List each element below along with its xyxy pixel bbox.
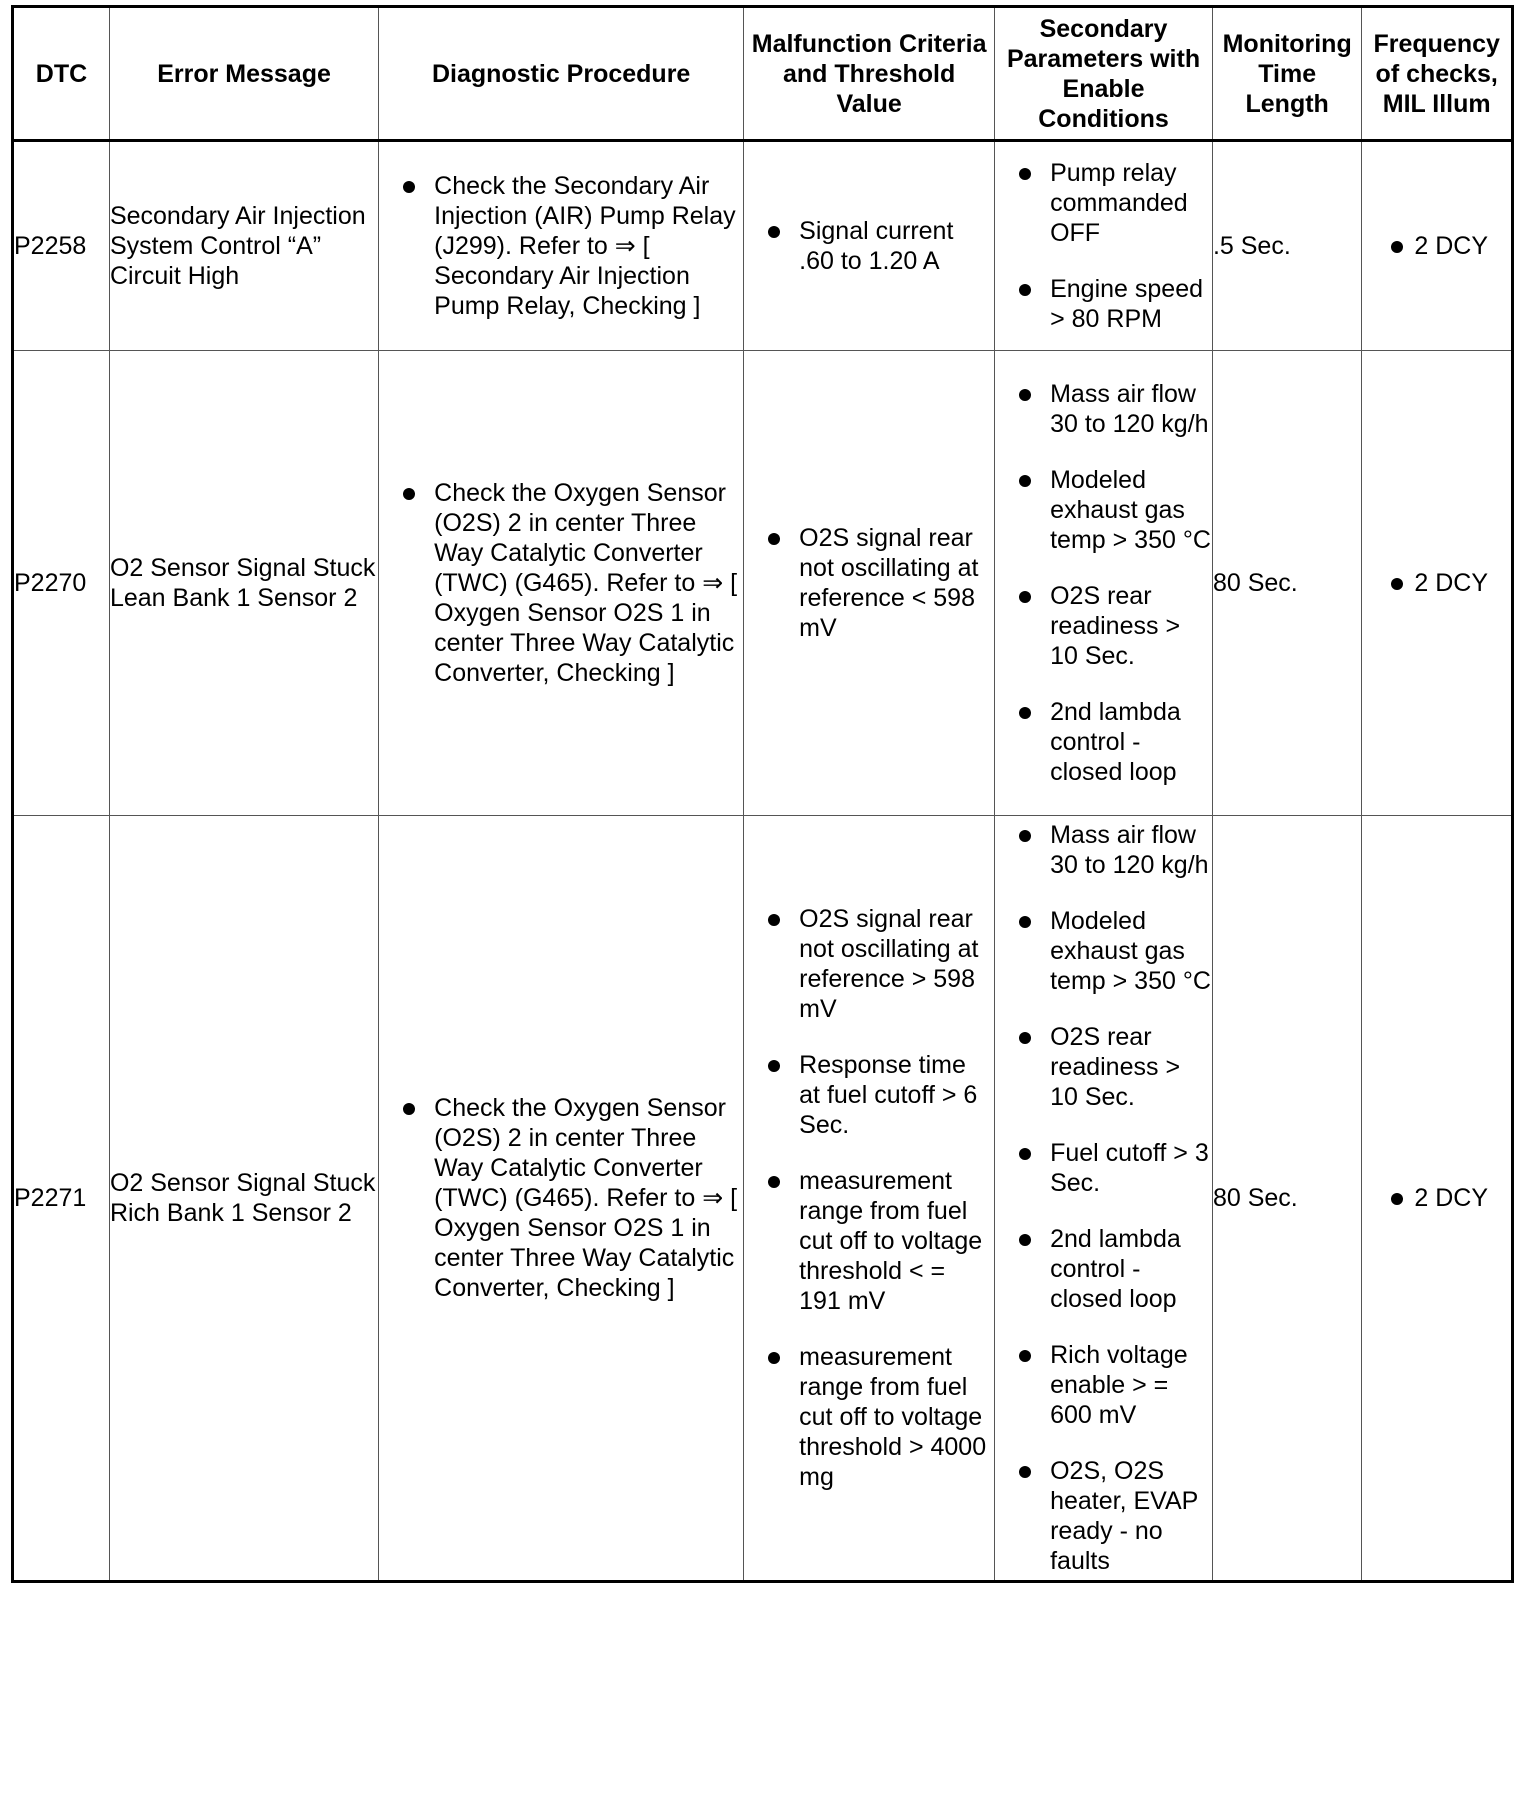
table-body — [13, 141, 1513, 1582]
diagnostic-procedure-cell — [379, 141, 744, 351]
bullet-icon — [768, 914, 780, 926]
monitoring-time-cell — [1212, 141, 1361, 351]
list-item — [744, 1050, 994, 1140]
dtc-code-cell — [13, 816, 110, 1582]
diagnostic-procedure-list — [379, 171, 743, 321]
table-row — [13, 816, 1513, 1582]
malfunction-criteria-text: Response time at fuel cutoff > 6 Sec. — [799, 1051, 978, 1139]
list-item — [995, 697, 1212, 787]
bullet-icon — [768, 1060, 780, 1072]
bullet-icon — [1019, 1234, 1031, 1246]
list-item — [744, 1166, 994, 1316]
secondary-parameter-text: Modeled exhaust gas temp > 350 °C — [1050, 466, 1211, 554]
bullet-icon — [1019, 475, 1031, 487]
error-message: Secondary Air Injection System Control “A” Circuit High — [109, 202, 366, 290]
monitoring-time-cell — [1212, 351, 1361, 816]
bullet-icon — [1019, 830, 1031, 842]
malfunction-criteria-text: O2S signal rear not oscillating at reference < 598 mV — [799, 524, 979, 642]
monitoring-time-cell — [1212, 816, 1361, 1582]
list-item — [995, 1224, 1212, 1314]
header-frequency: Frequency of checks, MIL Illum — [1362, 7, 1513, 141]
bullet-icon — [1019, 1350, 1031, 1362]
bullet-icon — [403, 488, 415, 500]
error-message: O2 Sensor Signal Stuck Rich Bank 1 Sensor 2 — [109, 1169, 376, 1227]
bullet-icon — [1019, 591, 1031, 603]
error-message: O2 Sensor Signal Stuck Lean Bank 1 Sensor 2 — [109, 554, 376, 612]
secondary-parameter-text: Mass air flow 30 to 120 kg/h — [1050, 380, 1209, 438]
secondary-parameter-text: Modeled exhaust gas temp > 350 °C — [1050, 907, 1211, 995]
diagnostic-procedure-text: Check the Oxygen Sensor (O2S) 2 in center Three Way Catalytic Converter (TWC) (G465). Refer to ⇒ [ Oxygen Sensor O2S 1 in center Three Way Catalytic Converter, Checking ] — [434, 479, 738, 687]
list-item — [995, 1340, 1212, 1430]
secondary-parameter-text: Engine speed > 80 RPM — [1050, 275, 1203, 333]
malfunction-criteria-cell — [744, 351, 995, 816]
frequency-cell — [1362, 351, 1513, 816]
frequency-list — [1362, 568, 1511, 598]
bullet-icon — [768, 1352, 780, 1364]
table-row — [13, 351, 1513, 816]
bullet-icon — [1391, 241, 1403, 253]
secondary-parameter-cell — [995, 351, 1213, 816]
list-item — [995, 906, 1212, 996]
dtc-table — [11, 5, 1514, 1583]
malfunction-criteria-list — [744, 216, 994, 276]
malfunction-criteria-cell — [744, 816, 995, 1582]
frequency-list — [1362, 231, 1511, 261]
monitoring-time: 80 Sec. — [1212, 569, 1298, 597]
malfunction-criteria-text: measurement range from fuel cut off to voltage threshold > 4000 mg — [799, 1343, 987, 1491]
error-message-cell — [109, 351, 378, 816]
malfunction-criteria-text: Signal current .60 to 1.20 A — [799, 217, 954, 275]
list-item — [379, 1093, 743, 1303]
secondary-parameter-text: O2S rear readiness > 10 Sec. — [1050, 1023, 1181, 1111]
list-item — [995, 1022, 1212, 1112]
malfunction-criteria-list — [744, 904, 994, 1492]
dtc-code: P2270 — [14, 569, 87, 597]
header-monitoring-time: Monitoring Time Length — [1212, 7, 1361, 141]
frequency-cell — [1362, 816, 1513, 1582]
secondary-parameter-text: Fuel cutoff > 3 Sec. — [1050, 1139, 1209, 1197]
secondary-parameter-cell — [995, 141, 1213, 351]
secondary-parameter-text: 2nd lambda control - closed loop — [1050, 698, 1181, 786]
bullet-icon — [768, 1176, 780, 1188]
bullet-icon — [1019, 1032, 1031, 1044]
header-row — [13, 7, 1513, 141]
list-item — [379, 478, 743, 688]
error-message-cell — [109, 816, 378, 1582]
dtc-code-cell — [13, 141, 110, 351]
list-item — [1362, 568, 1511, 598]
list-item — [995, 274, 1212, 334]
frequency-text: 2 DCY — [1414, 569, 1489, 597]
bullet-icon — [1019, 168, 1031, 180]
frequency-cell — [1362, 141, 1513, 351]
list-item — [995, 581, 1212, 671]
dtc-code: P2258 — [14, 232, 87, 260]
frequency-text: 2 DCY — [1414, 232, 1489, 260]
list-item — [995, 158, 1212, 248]
list-item — [995, 1456, 1212, 1576]
bullet-icon — [1019, 389, 1031, 401]
malfunction-criteria-cell — [744, 141, 995, 351]
list-item — [744, 1342, 994, 1492]
bullet-icon — [1019, 916, 1031, 928]
list-item — [744, 904, 994, 1024]
secondary-parameter-text: O2S, O2S heater, EVAP ready - no faults — [1050, 1457, 1198, 1575]
dtc-code-cell — [13, 351, 110, 816]
diagnostic-procedure-list — [379, 1093, 743, 1303]
secondary-parameter-list — [995, 379, 1212, 787]
secondary-parameter-text: Rich voltage enable > = 600 mV — [1050, 1341, 1188, 1429]
diagnostic-procedure-cell — [379, 816, 744, 1582]
secondary-parameter-text: O2S rear readiness > 10 Sec. — [1050, 582, 1181, 670]
list-item — [995, 820, 1212, 880]
header-dtc: DTC — [13, 7, 110, 141]
frequency-list — [1362, 1183, 1511, 1213]
list-item — [379, 171, 743, 321]
secondary-parameter-list — [995, 820, 1212, 1576]
header-malfunction-criteria: Malfunction Criteria and Threshold Value — [744, 7, 995, 141]
bullet-icon — [1391, 1193, 1403, 1205]
bullet-icon — [1019, 284, 1031, 296]
malfunction-criteria-list — [744, 523, 994, 643]
diagnostic-procedure-list — [379, 478, 743, 688]
secondary-parameter-list — [995, 158, 1212, 334]
bullet-icon — [403, 1103, 415, 1115]
malfunction-criteria-text: O2S signal rear not oscillating at reference > 598 mV — [799, 905, 979, 1023]
diagnostic-procedure-text: Check the Secondary Air Injection (AIR) Pump Relay (J299). Refer to ⇒ [ Secondary Air Injection Pump Relay, Checking ] — [434, 172, 736, 320]
secondary-parameter-cell — [995, 816, 1213, 1582]
bullet-icon — [768, 533, 780, 545]
bullet-icon — [768, 226, 780, 238]
bullet-icon — [403, 181, 415, 193]
diagnostic-procedure-text: Check the Oxygen Sensor (O2S) 2 in center Three Way Catalytic Converter (TWC) (G465). Refer to ⇒ [ Oxygen Sensor O2S 1 in center Three Way Catalytic Converter, Checking ] — [434, 1094, 738, 1302]
bullet-icon — [1019, 1466, 1031, 1478]
list-item — [744, 523, 994, 643]
list-item — [744, 216, 994, 276]
bullet-icon — [1391, 578, 1403, 590]
error-message-cell — [109, 141, 378, 351]
list-item — [1362, 231, 1511, 261]
bullet-icon — [1019, 1148, 1031, 1160]
monitoring-time: .5 Sec. — [1212, 232, 1291, 260]
header-error-message: Error Message — [109, 7, 378, 141]
list-item — [995, 379, 1212, 439]
dtc-code: P2271 — [14, 1184, 87, 1212]
list-item — [1362, 1183, 1511, 1213]
frequency-text: 2 DCY — [1414, 1184, 1489, 1212]
table-row — [13, 141, 1513, 351]
list-item — [995, 465, 1212, 555]
diagnostic-procedure-cell — [379, 351, 744, 816]
header-diagnostic-procedure: Diagnostic Procedure — [379, 7, 744, 141]
secondary-parameter-text: Pump relay commanded OFF — [1050, 159, 1188, 247]
secondary-parameter-text: Mass air flow 30 to 120 kg/h — [1050, 821, 1209, 879]
list-item — [995, 1138, 1212, 1198]
monitoring-time: 80 Sec. — [1212, 1184, 1298, 1212]
header-secondary-parameters: Secondary Parameters with Enable Conditions — [995, 7, 1213, 141]
secondary-parameter-text: 2nd lambda control - closed loop — [1050, 1225, 1181, 1313]
bullet-icon — [1019, 707, 1031, 719]
malfunction-criteria-text: measurement range from fuel cut off to voltage threshold < = 191 mV — [799, 1167, 983, 1315]
